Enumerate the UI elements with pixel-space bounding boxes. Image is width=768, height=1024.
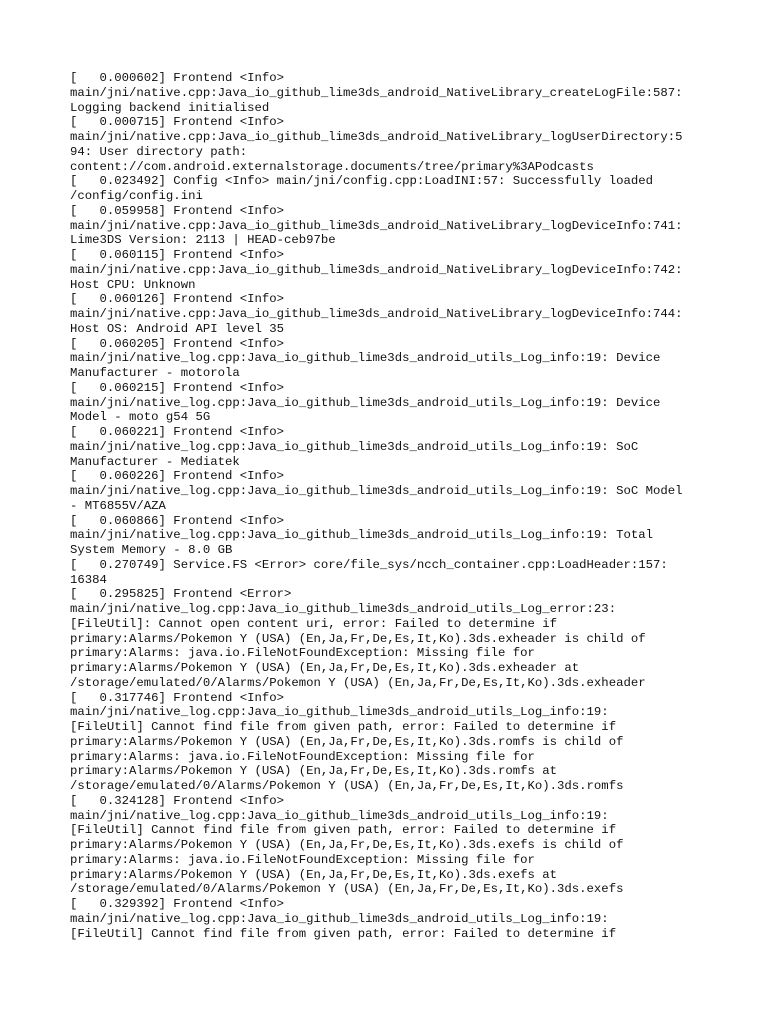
log-line: Model - moto g54 5G: [70, 410, 211, 425]
log-line: main/jni/native_log.cpp:Java_io_github_lime3ds_android_utils_Log_info:19: Total: [70, 528, 653, 543]
log-line: [ 0.329392] Frontend <Info>: [70, 897, 285, 911]
log-line: [ 0.060205] Frontend <Info>: [70, 336, 285, 351]
log-line: [ 0.060221] Frontend <Info>: [70, 425, 285, 439]
log-line: [ 0.295825] Frontend <Error>: [70, 587, 292, 602]
log-line: [FileUtil] Cannot find file from given path, error: Failed to determine if: [70, 926, 617, 941]
log-line: System Memory - 8.0 GB: [70, 543, 233, 557]
log-line: [ 0.060126] Frontend <Info>: [70, 292, 285, 307]
log-line: [ 0.324128] Frontend <Info>: [70, 793, 285, 808]
log-line: [ 0.317746] Frontend <Info>: [70, 690, 285, 705]
log-line: main/jni/native_log.cpp:Java_io_github_lime3ds_android_utils_Log_info:19: Device: [70, 351, 661, 366]
log-line: main/jni/native_log.cpp:Java_io_github_lime3ds_android_utils_Log_info:19:: [70, 911, 609, 926]
log-line: main/jni/native.cpp:Java_io_github_lime3ds_android_NativeLibrary_logDeviceInfo:742:: [70, 262, 683, 277]
log-line: [ 0.059958] Frontend <Info>: [70, 203, 285, 218]
log-line: primary:Alarms: java.io.FileNotFoundException: Missing file for: [70, 749, 535, 764]
log-line: /storage/emulated/0/Alarms/Pokemon Y (USA) (En,Ja,Fr,De,Es,It,Ko).3ds.exefs: [70, 882, 624, 897]
log-line: [ 0.060866] Frontend <Info>: [70, 513, 285, 528]
log-line: primary:Alarms/Pokemon Y (USA) (En,Ja,Fr,De,Es,It,Ko).3ds.romfs is child of: [70, 734, 624, 749]
log-line: [ 0.000602] Frontend <Info>: [70, 71, 285, 85]
log-line: main/jni/native.cpp:Java_io_github_lime3ds_android_NativeLibrary_logUserDirectory:5: [70, 130, 683, 144]
log-line: Host CPU: Unknown: [70, 277, 196, 292]
log-line: primary:Alarms/Pokemon Y (USA) (En,Ja,Fr,De,Es,It,Ko).3ds.exheader at: [70, 661, 580, 675]
log-line: [ 0.060115] Frontend <Info>: [70, 248, 285, 262]
log-line: Manufacturer - motorola: [70, 366, 240, 380]
log-line: primary:Alarms/Pokemon Y (USA) (En,Ja,Fr,De,Es,It,Ko).3ds.exefs is child of: [70, 838, 624, 852]
log-line: [FileUtil] Cannot find file from given path, error: Failed to determine if: [70, 823, 617, 838]
log-line: - MT6855V/AZA: [70, 498, 166, 513]
log-line: [ 0.023492] Config <Info> main/jni/config.cpp:LoadINI:57: Successfully loaded: [70, 174, 653, 189]
log-line: /config/config.ini: [70, 189, 203, 203]
log-line: [ 0.000715] Frontend <Info>: [70, 115, 285, 130]
log-line: main/jni/native_log.cpp:Java_io_github_lime3ds_android_utils_Log_info:19:: [70, 705, 609, 720]
log-line: [ 0.060226] Frontend <Info>: [70, 469, 285, 484]
log-line: primary:Alarms/Pokemon Y (USA) (En,Ja,Fr,De,Es,It,Ko).3ds.exefs at: [70, 867, 558, 882]
log-line: Lime3DS Version: 2113 | HEAD-ceb97be: [70, 233, 336, 248]
log-line: primary:Alarms: java.io.FileNotFoundException: Missing file for: [70, 852, 535, 867]
log-line: [FileUtil]: Cannot open content uri, error: Failed to determine if: [70, 616, 558, 631]
log-document: [70, 71, 710, 941]
log-line: 94: User directory path:: [70, 144, 248, 159]
log-line: primary:Alarms/Pokemon Y (USA) (En,Ja,Fr,De,Es,It,Ko).3ds.exheader is child of: [70, 631, 646, 646]
log-line: [ 0.060215] Frontend <Info>: [70, 380, 285, 395]
log-line: 16384: [70, 572, 107, 587]
log-line: primary:Alarms/Pokemon Y (USA) (En,Ja,Fr,De,Es,It,Ko).3ds.romfs at: [70, 764, 558, 779]
log-line: Logging backend initialised: [70, 100, 270, 115]
log-line: Manufacturer - Mediatek: [70, 454, 240, 469]
log-line: primary:Alarms: java.io.FileNotFoundException: Missing file for: [70, 646, 535, 661]
log-line: [ 0.270749] Service.FS <Error> core/file_sys/ncch_container.cpp:LoadHeader:157:: [70, 557, 668, 572]
log-body: [70, 71, 710, 941]
log-line: main/jni/native_log.cpp:Java_io_github_lime3ds_android_utils_Log_info:19:: [70, 808, 609, 823]
log-line: [FileUtil] Cannot find file from given path, error: Failed to determine if: [70, 720, 617, 734]
log-line: /storage/emulated/0/Alarms/Pokemon Y (USA) (En,Ja,Fr,De,Es,It,Ko).3ds.exheader: [70, 675, 646, 690]
log-line: Host OS: Android API level 35: [70, 321, 285, 336]
log-line: /storage/emulated/0/Alarms/Pokemon Y (USA) (En,Ja,Fr,De,Es,It,Ko).3ds.romfs: [70, 779, 624, 793]
log-line: main/jni/native.cpp:Java_io_github_lime3ds_android_NativeLibrary_createLogFile:587:: [70, 85, 683, 100]
log-line: main/jni/native.cpp:Java_io_github_lime3ds_android_NativeLibrary_logDeviceInfo:741:: [70, 218, 683, 233]
log-line: content://com.android.externalstorage.documents/tree/primary%3APodcasts: [70, 159, 594, 174]
log-line: main/jni/native_log.cpp:Java_io_github_lime3ds_android_utils_Log_info:19: Device: [70, 395, 661, 410]
log-line: main/jni/native_log.cpp:Java_io_github_lime3ds_android_utils_Log_info:19: SoC Model: [70, 484, 683, 498]
log-line: main/jni/native_log.cpp:Java_io_github_lime3ds_android_utils_Log_info:19: SoC: [70, 439, 639, 454]
log-line: main/jni/native_log.cpp:Java_io_github_lime3ds_android_utils_Log_error:23:: [70, 602, 617, 616]
log-line: main/jni/native.cpp:Java_io_github_lime3ds_android_NativeLibrary_logDeviceInfo:744:: [70, 307, 683, 321]
